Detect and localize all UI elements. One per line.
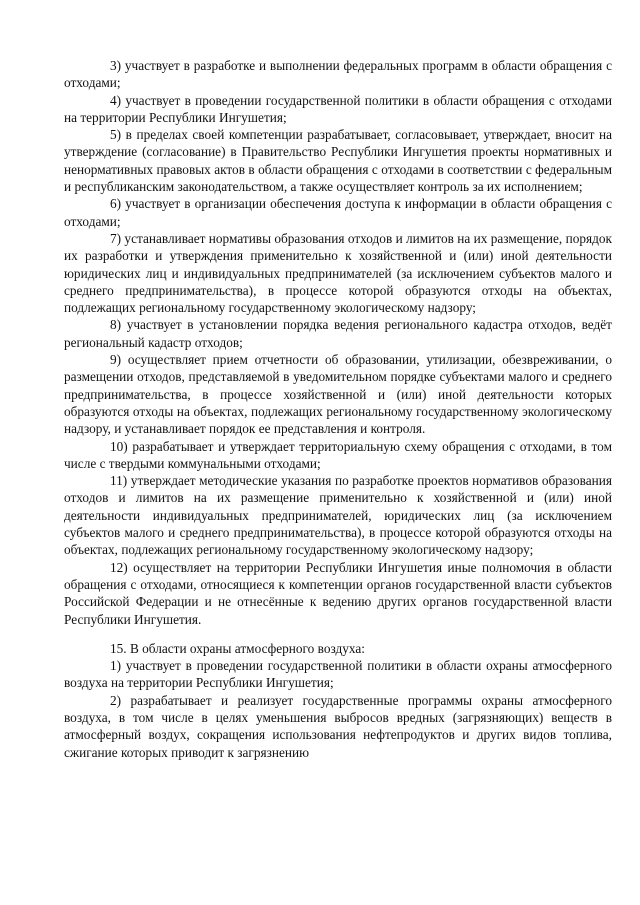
paragraph-item-10: 10) разрабатывает и утверждает территориальную схему обращения с отходами, в том числе с твердыми коммунальными отходами;	[64, 438, 612, 471]
section-15-item-2: 2) разрабатывает и реализует государственные программы охраны атмосферного воздуха, в том числе в целях уменьшения выбросов вредных (загрязняющих) веществ в атмосферный воздух, сокращения использования нефтепродуктов и других видов топлива, сжигание которых приводит к загрязнению	[64, 692, 612, 760]
paragraph-item-5: 5) в пределах своей компетенции разрабатывает, согласовывает, утверждает, вносит на утверждение (согласование) в Правительство Республики Ингушетия проекты нормативных и ненормативных правовых актов в области обращения с отходами в соответствии с федеральным и республиканским законодательством, а также осуществляет контроль за их исполнением;	[64, 127, 612, 195]
paragraph-item-12: 12) осуществляет на территории Республики Ингушетия иные полномочия в области обращения с отходами, относящиеся к компетенции органов государственной власти субъектов Российской Федерации и не отнесённые к ведению других органов государственной власти Республики Ингушетия.	[64, 559, 612, 627]
paragraph-item-9: 9) осуществляет прием отчетности об образовании, утилизации, обезвреживании, о размещении отходов, представляемой в уведомительном порядке субъектами малого и среднего предпринимательства, в процессе хозяйственной и (или) иной деятельности которых образуются отходы на объектах, подлежащих региональному государственному экологическому надзору, и устанавливает порядок ее представления и контроля.	[64, 352, 612, 437]
paragraph-item-8: 8) участвует в установлении порядка ведения регионального кадастра отходов, ведёт региональный кадастр отходов;	[64, 317, 612, 350]
document-page	[64, 57, 612, 761]
section-15-heading: 15. В области охраны атмосферного воздуха:	[110, 640, 365, 656]
paragraph-item-11: 11) утверждает методические указания по разработке проектов нормативов образования отходов и лимитов на их размещение применительно к хозяйственной и (или) иной деятельности индивидуальных предпринимателей, юридических лиц (за исключением субъектов малого и среднего предпринимательства), в процессе которой образуются отходы на объектах, подлежащих региональному государственному экологическому надзору;	[64, 473, 612, 558]
paragraph-item-4: 4) участвует в проведении государственной политики в области обращения с отходами на территории Республики Ингушетия;	[64, 92, 612, 125]
paragraph-item-6: 6) участвует в организации обеспечения доступа к информации в области обращения с отходами;	[64, 196, 612, 229]
paragraph-item-3: 3) участвует в разработке и выполнении федеральных программ в области обращения с отходами;	[64, 58, 612, 91]
paragraph-item-7: 7) устанавливает нормативы образования отходов и лимитов на их размещение, порядок их разработки и утверждения применительно к хозяйственной и (или) иной деятельности юридических лиц и индивидуальных предпринимателей (за исключением субъектов малого и среднего предпринимательства), в процессе которой образуются отходы на объектах, подлежащих региональному государственному экологическому надзору;	[64, 230, 612, 316]
section-15-item-1: 1) участвует в проведении государственной политики в области охраны атмосферного воздуха на территории Республики Ингушетия;	[64, 658, 612, 691]
